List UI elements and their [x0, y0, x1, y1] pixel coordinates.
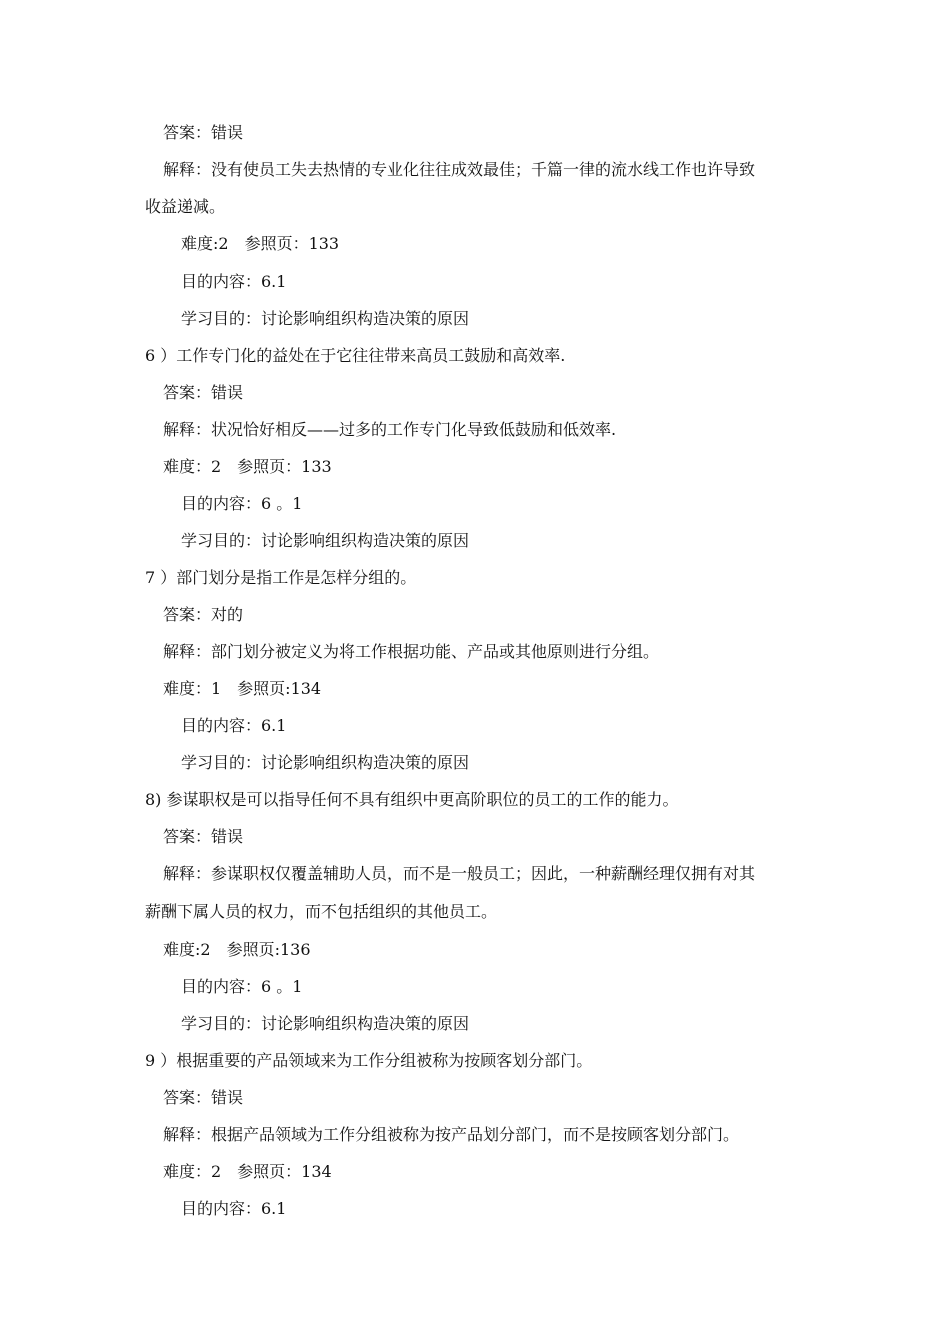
objective-content-line: 目的内容：6 。1	[181, 977, 303, 996]
question-9: 9 ）根据重要的产品领域来为工作分组被称为按顾客划分部门。	[145, 1051, 593, 1070]
explanation-continued-line: 薪酬下属人员的权力，而不包括组织的其他员工。	[145, 902, 498, 921]
answer-line: 答案：错误	[163, 827, 244, 846]
explanation-line: 解释：部门划分被定义为将工作根据功能、产品或其他原则进行分组。	[163, 642, 660, 661]
objective-content-line: 目的内容：6.1	[181, 716, 287, 735]
answer-line: 答案：对的	[163, 605, 244, 624]
answer-line: 答案：错误	[163, 1088, 244, 1107]
difficulty-line: 难度:2 参照页:136	[163, 940, 311, 959]
question-8: 8) 参谋职权是可以指导任何不具有组织中更高阶职位的员工的工作的能力。	[145, 790, 679, 809]
objective-content-line: 目的内容：6 。1	[181, 494, 303, 513]
learning-objective-line: 学习目的：讨论影响组织构造决策的原因	[181, 753, 470, 772]
objective-content-line: 目的内容：6.1	[181, 1199, 287, 1218]
learning-objective-line: 学习目的：讨论影响组织构造决策的原因	[181, 531, 470, 550]
answer-line: 答案：错误	[163, 383, 244, 402]
explanation-line: 解释：状况恰好相反——过多的工作专门化导致低鼓励和低效率.	[163, 420, 617, 439]
explanation-line: 解释：没有使员工失去热情的专业化往往成效最佳；千篇一律的流水线工作也许导致	[163, 160, 756, 179]
explanation-line: 解释：参谋职权仅覆盖辅助人员，而不是一般员工；因此，一种薪酬经理仅拥有对其	[163, 864, 756, 883]
difficulty-line: 难度：1 参照页:134	[163, 679, 322, 698]
question-6: 6 ）工作专门化的益处在于它往往带来高员工鼓励和高效率.	[145, 346, 566, 365]
difficulty-line: 难度：2 参照页：133	[163, 457, 332, 476]
difficulty-line: 难度：2 参照页：134	[163, 1162, 332, 1181]
learning-objective-line: 学习目的：讨论影响组织构造决策的原因	[181, 309, 470, 328]
learning-objective-line: 学习目的：讨论影响组织构造决策的原因	[181, 1014, 470, 1033]
explanation-continued-line: 收益递减。	[145, 197, 226, 216]
answer-line: 答案：错误	[163, 123, 244, 142]
objective-content-line: 目的内容：6.1	[181, 272, 287, 291]
explanation-line: 解释：根据产品领域为工作分组被称为按产品划分部门，而不是按顾客划分部门。	[163, 1125, 740, 1144]
question-7: 7 ）部门划分是指工作是怎样分组的。	[145, 568, 417, 587]
difficulty-line: 难度:2 参照页：133	[181, 234, 340, 253]
